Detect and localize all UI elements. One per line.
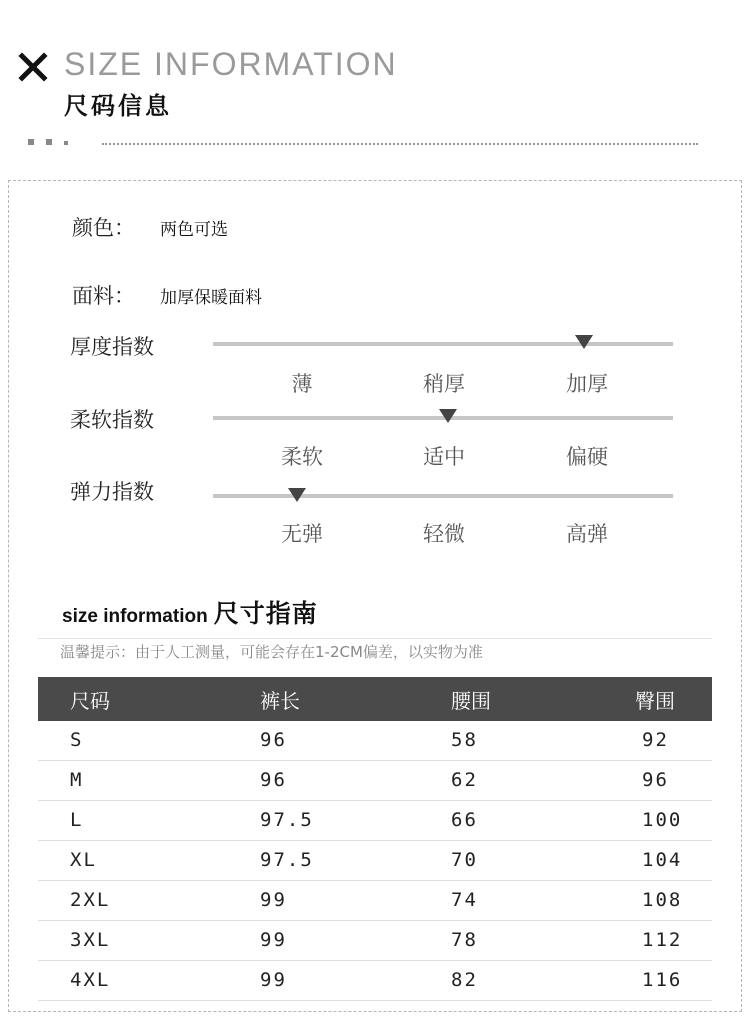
table-row bbox=[38, 841, 712, 881]
cell-length: 99 bbox=[260, 929, 287, 951]
attribute-fabric bbox=[72, 280, 262, 310]
table-row bbox=[38, 761, 712, 801]
table-row bbox=[38, 721, 712, 761]
cell-waist: 70 bbox=[451, 849, 478, 871]
elasticity-index-label: 弹力指数 bbox=[70, 480, 154, 504]
cell-waist: 74 bbox=[451, 889, 478, 911]
column-header-waist: 腰围 bbox=[451, 689, 491, 713]
attribute-label: 颜色： bbox=[72, 216, 135, 240]
size-section-title-en: size information bbox=[62, 606, 208, 627]
header-divider bbox=[28, 138, 673, 146]
elasticity-option: 无弹 bbox=[281, 522, 323, 546]
cell-hip: 104 bbox=[642, 849, 683, 871]
cell-hip: 96 bbox=[642, 769, 669, 791]
thickness-option: 薄 bbox=[291, 372, 313, 396]
cell-hip: 92 bbox=[642, 729, 669, 751]
elasticity-option: 轻微 bbox=[423, 522, 465, 546]
thickness-option: 稍厚 bbox=[423, 372, 465, 396]
softness-option: 偏硬 bbox=[566, 445, 608, 469]
section-divider bbox=[38, 638, 712, 639]
table-row bbox=[38, 961, 712, 1001]
elasticity-option: 高弹 bbox=[566, 522, 608, 546]
table-row bbox=[38, 921, 712, 961]
table-row bbox=[38, 881, 712, 921]
cell-length: 97.5 bbox=[260, 849, 314, 871]
elasticity-index-track bbox=[213, 494, 673, 498]
size-section-title-cn: 尺寸指南 bbox=[213, 599, 318, 628]
cell-waist: 66 bbox=[451, 809, 478, 831]
thickness-index-label: 厚度指数 bbox=[70, 335, 154, 359]
table-row bbox=[38, 801, 712, 841]
attribute-color bbox=[72, 212, 228, 242]
size-table bbox=[38, 677, 712, 1001]
cell-waist: 78 bbox=[451, 929, 478, 951]
measurement-tip: 温馨提示：由于人工测量，可能会存在1-2CM偏差，以实物为准 bbox=[60, 643, 483, 661]
cell-hip: 112 bbox=[642, 929, 683, 951]
softness-index-label: 柔软指数 bbox=[70, 408, 154, 432]
size-section-title bbox=[62, 594, 318, 630]
attribute-value: 加厚保暖面料 bbox=[160, 288, 262, 308]
cell-waist: 58 bbox=[451, 729, 478, 751]
cell-size: M bbox=[70, 769, 84, 791]
cell-hip: 100 bbox=[642, 809, 683, 831]
attribute-label: 面料： bbox=[72, 284, 135, 308]
triangle-down-icon bbox=[288, 488, 306, 502]
column-header-size: 尺码 bbox=[70, 689, 110, 713]
column-header-hip: 臀围 bbox=[635, 689, 675, 713]
cell-length: 96 bbox=[260, 769, 287, 791]
header-title-cn: 尺码信息 bbox=[64, 92, 172, 120]
cell-waist: 62 bbox=[451, 769, 478, 791]
cell-hip: 108 bbox=[642, 889, 683, 911]
column-header-length: 裤长 bbox=[260, 689, 300, 713]
cell-length: 97.5 bbox=[260, 809, 314, 831]
triangle-down-icon bbox=[575, 335, 593, 349]
cell-length: 96 bbox=[260, 729, 287, 751]
cell-length: 99 bbox=[260, 889, 287, 911]
thickness-index-track bbox=[213, 342, 673, 346]
cell-size: 2XL bbox=[70, 889, 111, 911]
cell-hip: 116 bbox=[642, 969, 683, 991]
thickness-option: 加厚 bbox=[566, 372, 608, 396]
triangle-down-icon bbox=[439, 409, 457, 423]
softness-option: 柔软 bbox=[281, 445, 323, 469]
table-header bbox=[38, 677, 712, 721]
cell-size: L bbox=[70, 809, 84, 831]
header-title-en: SIZE INFORMATION bbox=[64, 46, 398, 82]
cell-size: 4XL bbox=[70, 969, 111, 991]
cell-size: S bbox=[70, 729, 84, 751]
cell-size: 3XL bbox=[70, 929, 111, 951]
cell-size: XL bbox=[70, 849, 97, 871]
cell-length: 99 bbox=[260, 969, 287, 991]
softness-option: 适中 bbox=[423, 445, 465, 469]
attribute-value: 两色可选 bbox=[160, 220, 228, 240]
close-icon bbox=[18, 50, 48, 84]
cell-waist: 82 bbox=[451, 969, 478, 991]
